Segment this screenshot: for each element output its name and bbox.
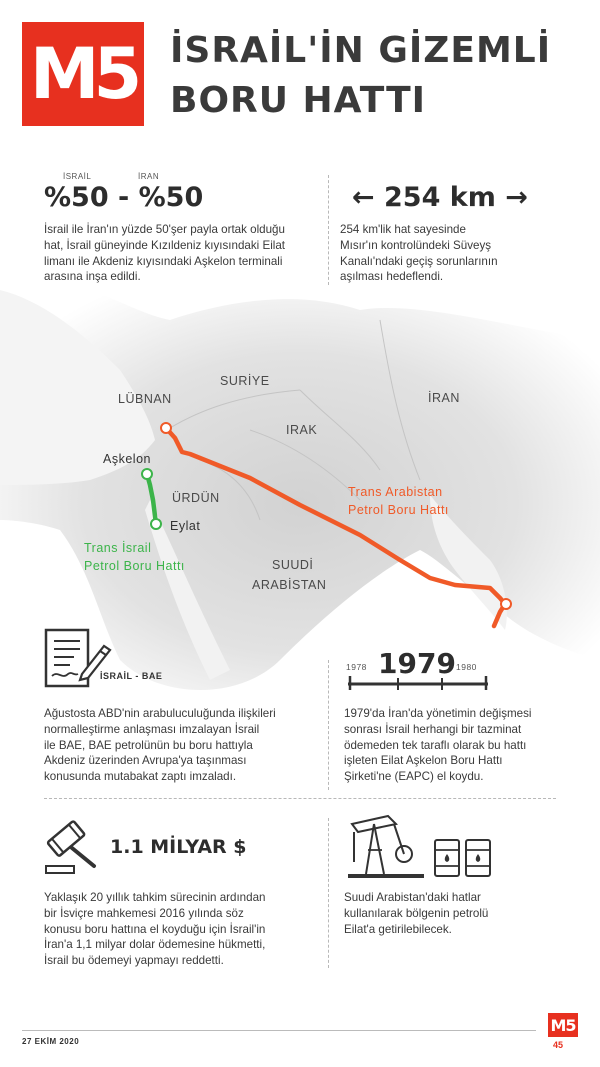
eylat-marker (151, 519, 161, 529)
timeline-axis (344, 674, 494, 690)
city-askelon: Aşkelon (103, 452, 151, 466)
country-syria: SURİYE (220, 374, 270, 388)
divider-bottom (328, 818, 329, 968)
trans-arabia-pipeline (166, 428, 505, 626)
country-saudi-line2: ARABİSTAN (252, 578, 327, 592)
askelon-marker (142, 469, 152, 479)
trans-arabia-label-2: Petrol Boru Hattı (348, 503, 449, 517)
verdict-amount: 1.1 MİLYAR $ (110, 836, 247, 858)
label-israel: İSRAİL (63, 172, 92, 181)
country-lebanon: LÜBNAN (118, 392, 172, 406)
footer-logo: M5 (548, 1013, 578, 1037)
page-title-line2: BORU HATTI (170, 80, 427, 121)
page-title-line1: İSRAİL'İN GİZEMLİ (170, 30, 552, 71)
trans-arabia-label-1: Trans Arabistan (348, 485, 443, 499)
footer-rule (22, 1030, 536, 1031)
agreement-label: İSRAİL - BAE (100, 671, 163, 681)
oil-barrels-icon (432, 836, 494, 880)
city-eylat: Eylat (170, 519, 201, 533)
m5-logo: M5 (22, 22, 144, 126)
gavel-icon (44, 818, 104, 876)
agreement-text: Ağustosta ABD'nin arabuluculuğunda ilişkileri normalleştirme anlaşması imzalayan İsrail ile BAE, BAE petrolünün bu boru hattıyla Akdeniz üzerinden Avrupa'ya taşınması konusunda mutabakat zaptı imzaladı. (44, 707, 276, 784)
country-iran: İRAN (428, 391, 460, 405)
timeline-right-year: 1980 (456, 662, 477, 672)
country-jordan: ÜRDÜN (172, 491, 220, 505)
length-text: 254 km'lik hat sayesinde Mısır'ın kontrolündeki Süveyş Kanalı'ndaki geçiş sorunlarının aşılması hedeflendi. (340, 223, 498, 284)
footer-anniversary: 45 (553, 1040, 564, 1050)
timeline-left-year: 1978 (346, 662, 367, 672)
length-stat: ← 254 km → (352, 182, 528, 213)
divider-middle (328, 660, 329, 790)
share-text: İsrail ile İran'ın yüzde 50'şer payla ortak olduğu hat, İsrail güneyinde Kızıldeniz kıyısındaki Eilat limanı ile Akdeniz kıyısındaki Aşkelon terminali arasına inşa edildi. (44, 223, 286, 284)
trans-israel-label-1: Trans İsrail (84, 541, 152, 555)
divider-horizontal (44, 798, 556, 799)
trans-israel-pipeline (147, 474, 156, 524)
timeline-text: 1979'da İran'da yönetimin değişmesi sonrası İsrail herhangi bir tazminat ödemeden tek taraflı olarak bu hattı işleten Eilat Aşkelon Boru Hattı Şirketi'ne (EAPC) el koydu. (344, 707, 532, 784)
footer-date: 27 EKİM 2020 (22, 1037, 80, 1046)
oil-pump-icon (346, 810, 428, 880)
trans-arabia-end-marker (501, 599, 511, 609)
oil-text: Suudi Arabistan'daki hatlar kullanılarak bölgenin petrolü Eilat'a getirilebilecek. (344, 891, 489, 936)
country-saudi-line1: SUUDİ (272, 558, 314, 572)
timeline-main-year: 1979 (378, 647, 456, 680)
trans-arabia-start-marker (161, 423, 171, 433)
verdict-text: Yaklaşık 20 yıllık tahkim sürecinin ardından bir İsviçre mahkemesi 2016 yılında söz konusu boru hattına el koyduğu için İsrail'in İran'a 1,1 milyar dolar ödemesine hükmetti, İsrail bu ödemeyi yapmayı reddetti. (44, 891, 266, 968)
share-stat: %50 - %50 (44, 182, 204, 213)
trans-israel-label-2: Petrol Boru Hattı (84, 559, 185, 573)
label-iran: İRAN (138, 172, 160, 181)
country-iraq: IRAK (286, 423, 318, 437)
